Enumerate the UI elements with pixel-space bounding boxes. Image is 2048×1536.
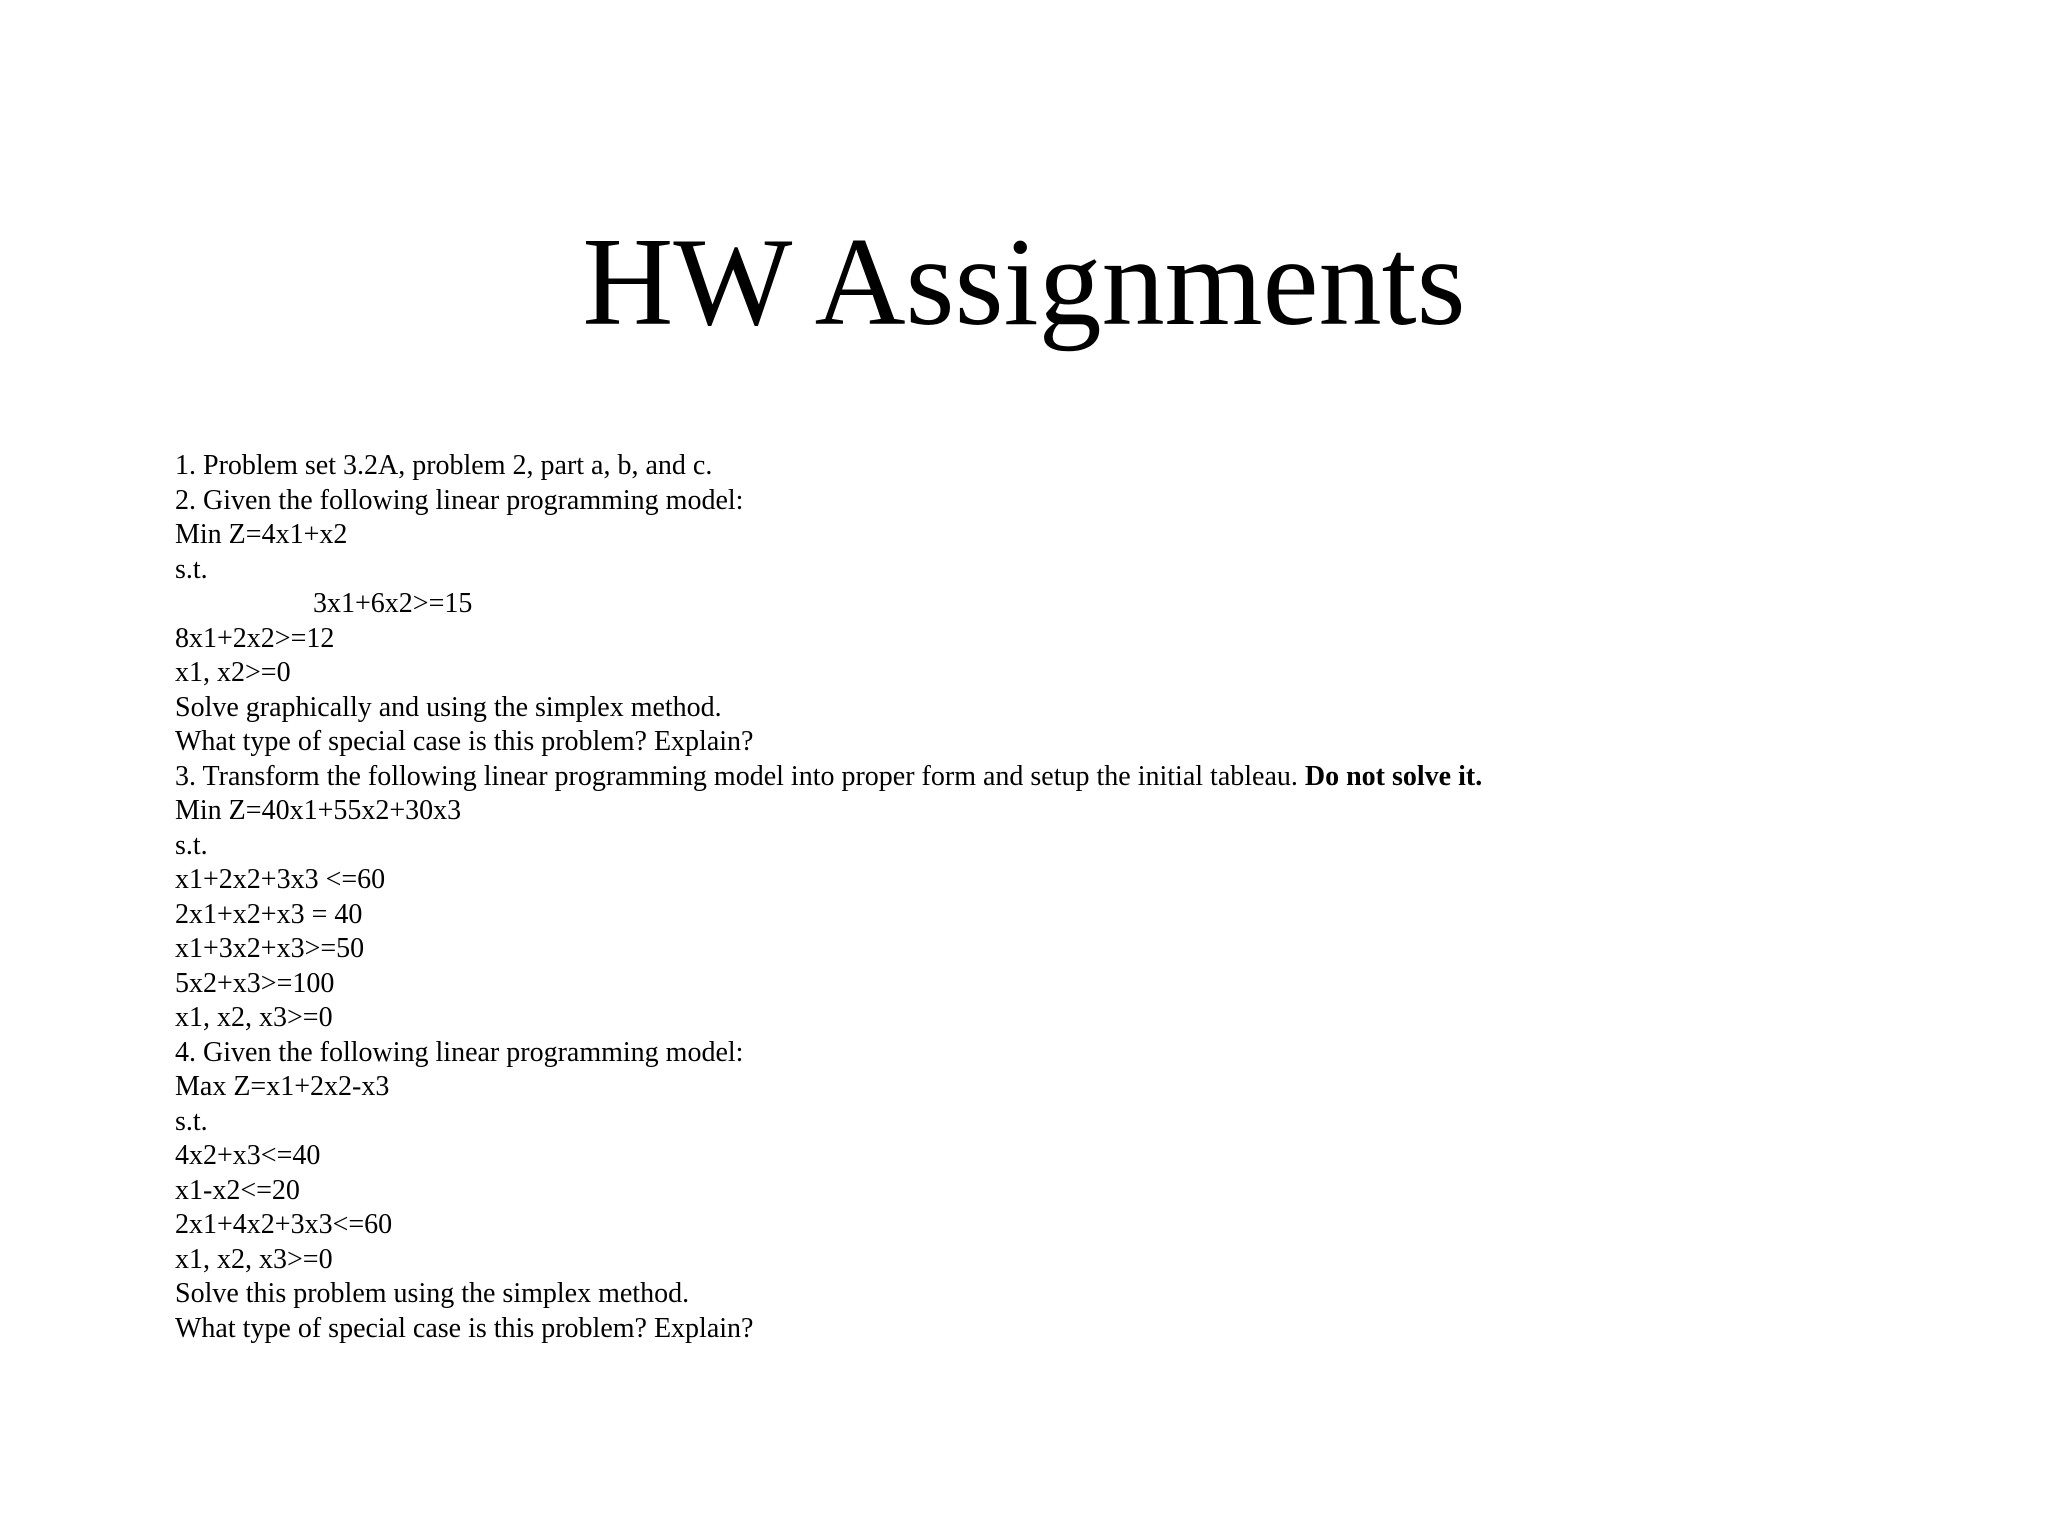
body-line: s.t.	[175, 1105, 208, 1137]
emphasis-text: Do not solve it.	[1304, 760, 1483, 792]
body-line: 2x1+4x2+3x3<=60	[175, 1209, 393, 1240]
body-line: Solve this problem using the simplex method.	[175, 1278, 690, 1309]
slide-body	[175, 449, 2015, 1346]
body-line: Max Z=x1+2x2-x3	[175, 1071, 390, 1102]
body-line: s.t.	[175, 553, 208, 585]
body-line: Min Z=4x1+x2	[175, 519, 348, 550]
body-line: x1, x2, x3>=0	[175, 1002, 333, 1033]
body-line: 8x1+2x2>=12	[175, 622, 335, 654]
body-line: What type of special case is this problem? Explain?	[175, 1312, 754, 1344]
body-line: x1, x2, x3>=0	[175, 1243, 333, 1275]
body-line: 4x2+x3<=40	[175, 1140, 321, 1171]
body-line: x1-x2<=20	[175, 1174, 300, 1206]
body-line: 3x1+6x2>=15	[313, 588, 473, 619]
body-line: x1+3x2+x3>=50	[175, 933, 365, 964]
body-line: 5x2+x3>=100	[175, 967, 335, 999]
body-line: Min Z=40x1+55x2+30x3	[175, 795, 462, 826]
body-line: s.t.	[175, 829, 208, 861]
body-line: 2. Given the following linear programming model:	[175, 484, 744, 516]
body-line: 1. Problem set 3.2A, problem 2, part a, b, and c.	[175, 450, 713, 481]
body-line: 4. Given the following linear programming model:	[175, 1036, 744, 1068]
slide-title: HW Assignments	[582, 213, 1466, 352]
body-line: x1, x2>=0	[175, 657, 291, 688]
body-line: Solve graphically and using the simplex method.	[175, 691, 722, 723]
body-line: x1+2x2+3x3 <=60	[175, 864, 386, 895]
body-line: What type of special case is this problem? Explain?	[175, 726, 754, 757]
body-line: 2x1+x2+x3 = 40	[175, 898, 363, 930]
body-line: 3. Transform the following linear programming model into proper form and setup the initial tableau. Do not solve it.	[175, 760, 1483, 792]
